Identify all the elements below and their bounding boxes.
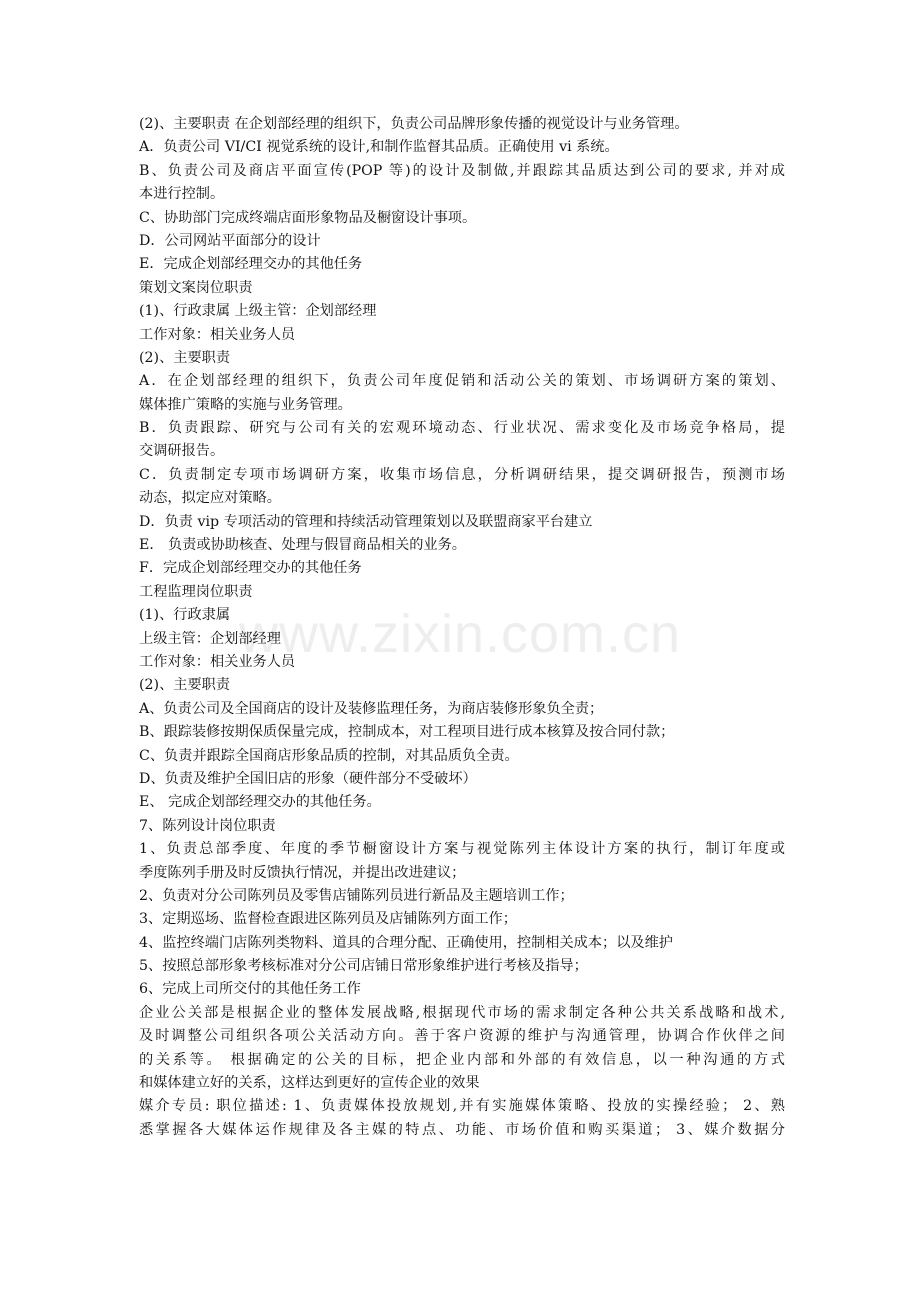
text-line: (2)、主要职责: [139, 677, 231, 694]
text-line: E． 负责或协助核查、处理与假冒商品相关的业务。: [139, 537, 466, 554]
text-line: A．在企划部经理的组织下，负责公司年度促销和活动公关的策划、市场调研方案的策划、: [139, 373, 785, 390]
text-line: (2)、主要职责 在企划部经理的组织下，负责公司品牌形象传播的视觉设计与业务管理。: [139, 116, 689, 132]
document-body: [139, 113, 785, 1142]
text-line: D、负责及维护全国旧店的形象（硬件部分不受破坏）: [139, 770, 477, 787]
text-line: A．负责公司 VI/CI 视觉系统的设计,和制作监督其品质。正确使用 vi 系统。: [139, 139, 619, 156]
text-line: 上级主管：企划部经理: [139, 630, 281, 647]
text-line: F．完成企划部经理交办的其他任务: [139, 560, 362, 577]
text-line: 交调研报告。: [139, 443, 225, 460]
text-line: E．完成企划部经理交办的其他任务: [139, 256, 363, 273]
text-line: (1)、行政隶属 上级主管：企划部经理: [139, 303, 377, 320]
text-line: C、负责并跟踪全国商店形象品质的控制，对其品质负全责。: [139, 747, 519, 764]
text-line: 媒体推广策略的实施与业务管理。: [139, 396, 352, 413]
text-line: 2、负责对分公司陈列员及零售店铺陈列员进行新品及主题培训工作；: [139, 887, 574, 904]
text-line: 动态，拟定应对策略。: [139, 490, 281, 507]
text-line: 及时调整公司组织各项公关活动方向。善于客户资源的维护与沟通管理，协调合作伙伴之间: [139, 1028, 785, 1045]
text-line: 4、监控终端门店陈列类物料、道具的合理分配、正确使用，控制相关成本；以及维护: [139, 934, 673, 951]
text-line: B、负责公司及商店平面宣传(POP 等)的设计及制做,并跟踪其品质达到公司的要求, 并对成: [139, 162, 785, 179]
text-line: 季度陈列手册及时反馈执行情况，并提出改进建议；: [139, 864, 466, 881]
text-line: D．公司网站平面部分的设计: [139, 232, 321, 249]
text-line: (1)、行政隶属: [139, 607, 231, 624]
text-line: 7、陈列设计岗位职责: [139, 817, 276, 834]
text-line: A、负责公司及全国商店的设计及装修监理任务，为商店装修形象负全责；: [139, 700, 604, 717]
watermark: www.zixin.com.cn: [238, 604, 682, 664]
text-line: 策划文案岗位职责: [139, 279, 253, 296]
text-line: 5、按照总部形象考核标准对分公司店铺日常形象维护进行考核及指导；: [139, 958, 588, 975]
text-line: 工作对象：相关业务人员: [139, 326, 296, 343]
text-line: B、跟踪装修按期保质保量完成，控制成本，对工程项目进行成本核算及按合同付款；: [139, 724, 675, 741]
text-line: 工作对象：相关业务人员: [139, 653, 296, 670]
text-line: 企业公关部是根据企业的整体发展战略,根据现代市场的需求制定各种公共关系战略和战术,: [139, 1004, 785, 1021]
text-line: C、协助部门完成终端店面形象物品及橱窗设计事项。: [139, 209, 477, 226]
text-line: 悉掌握各大媒体运作规律及各主媒的特点、功能、市场价值和购买渠道； 3、媒介数据分: [139, 1121, 785, 1138]
text-line: B．负责跟踪、研究与公司有关的宏观环境动态、行业状况、需求变化及市场竞争格局，提: [139, 420, 785, 437]
text-line: 1、负责总部季度、年度的季节橱窗设计方案与视觉陈列主体设计方案的执行，制订年度或: [139, 841, 785, 858]
text-line: D．负责 vip 专项活动的管理和持续活动管理策划以及联盟商家平台建立: [139, 513, 593, 530]
text-line: 工程监理岗位职责: [139, 583, 253, 600]
text-line: 3、定期巡场、监督检查跟进区陈列员及店铺陈列方面工作；: [139, 911, 517, 928]
text-line: (2)、主要职责: [139, 349, 231, 366]
text-line: 的关系等。 根据确定的公关的目标，把企业内部和外部的有效信息，以一种沟通的方式: [139, 1051, 785, 1068]
text-line: 6、完成上司所交付的其他任务工作: [139, 981, 361, 998]
text-line: C．负责制定专项市场调研方案，收集市场信息，分析调研结果，提交调研报告，预测市场: [139, 466, 785, 483]
text-line: E、 完成企划部经理交办的其他任务。: [139, 794, 381, 811]
text-line: 和媒体建立好的关系，这样达到更好的宣传企业的效果: [139, 1075, 480, 1092]
text-line: 媒介专员: 职位描述: 1、负责媒体投放规划,并有实施媒体策略、投放的实操经验； 2、熟: [139, 1098, 785, 1115]
text-line: 本进行控制。: [139, 186, 225, 203]
